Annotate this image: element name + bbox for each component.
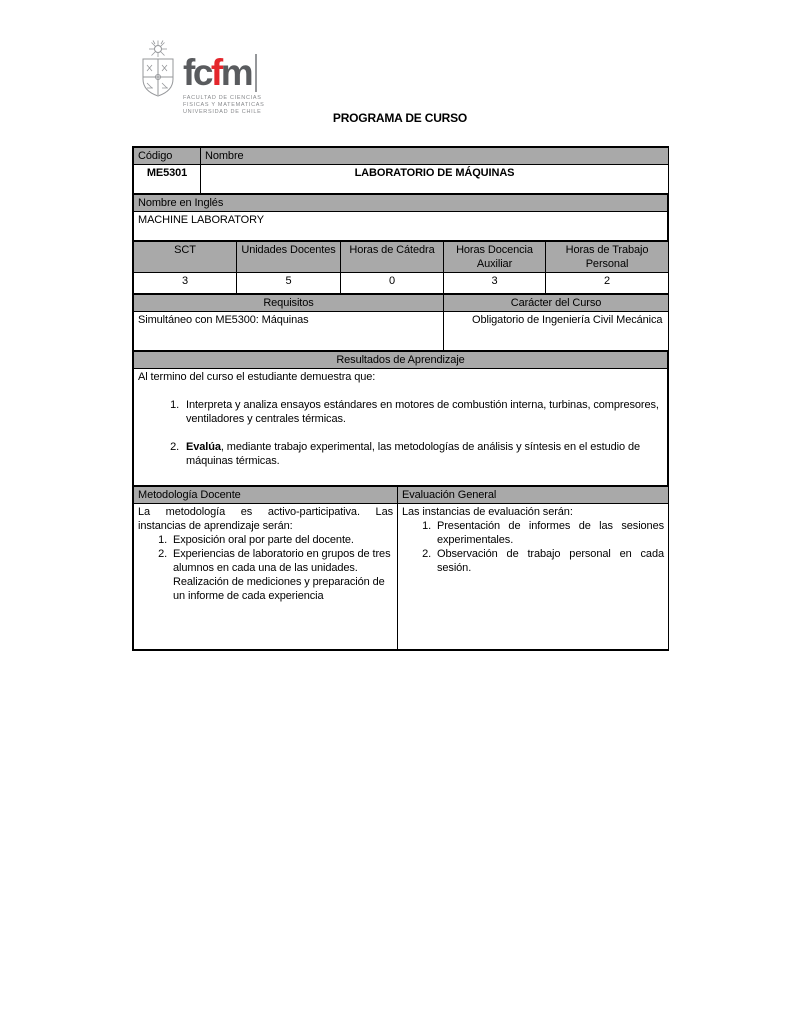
- horas-catedra-value: 0: [341, 273, 444, 294]
- unidades-docentes-value: 5: [237, 273, 341, 294]
- metodologia-intro: La metodología es activo-participativa. Las instancias de aprendizaje serán:: [138, 506, 393, 532]
- metodologia-list: [138, 533, 393, 603]
- code-name-table: [133, 147, 669, 194]
- wordmark-letter-f1: f: [183, 52, 193, 93]
- evaluacion-item-2: 2. Observación de trabajo personal en cada sesión.: [434, 547, 664, 575]
- methodology-evaluation-table: [133, 486, 669, 650]
- metodologia-item-2: 2. Experiencias de laboratorio en grupos de tres alumnos en cada una de las unidades. Realización de mediciones y preparación de un informe de cada experiencia: [170, 547, 393, 603]
- wordmark-letter-m: m: [220, 52, 252, 93]
- university-crest-icon: [138, 40, 178, 98]
- course-program-table: [132, 146, 669, 651]
- resultados-item-2-rest: , mediante trabajo experimental, las metodologías de análisis y síntesis en el estudio de máquinas térmicas.: [186, 441, 640, 467]
- resultados-intro: Al termino del curso el estudiante demuestra que:: [138, 371, 376, 383]
- evaluacion-header: Evaluación General: [398, 487, 669, 504]
- codigo-value: ME5301: [134, 165, 201, 194]
- requisites-table: [133, 294, 669, 351]
- hours-table: [133, 241, 669, 294]
- nombre-value: LABORATORIO DE MÁQUINAS: [201, 165, 669, 194]
- sct-value: 3: [134, 273, 237, 294]
- metodologia-header: Metodología Docente: [134, 487, 398, 504]
- metodologia-content: [134, 504, 398, 650]
- resultados-content: [134, 369, 668, 486]
- caracter-header: Carácter del Curso: [444, 295, 669, 312]
- horas-trabajo-header: Horas de Trabajo Personal: [546, 242, 669, 273]
- metodologia-item-1: 1. Exposición oral por parte del docente.: [170, 533, 393, 547]
- codigo-header: Código: [134, 148, 201, 165]
- evaluacion-intro: Las instancias de evaluación serán:: [402, 506, 573, 518]
- resultados-list: [138, 398, 663, 468]
- logo-subtitle-line2: FISICAS Y MATEMATICAS: [183, 102, 265, 109]
- horas-docencia-header: Horas Docencia Auxiliar: [444, 242, 546, 273]
- requisitos-value: Simultáneo con ME5300: Máquinas: [134, 312, 444, 351]
- resultados-item-2-lead: Evalúa: [186, 441, 221, 453]
- evaluacion-content: [398, 504, 669, 650]
- nombre-ingles-header: Nombre en Inglés: [134, 195, 668, 212]
- unidades-docentes-header: Unidades Docentes: [237, 242, 341, 273]
- nombre-header: Nombre: [201, 148, 669, 165]
- caracter-value: Obligatorio de Ingeniería Civil Mecánica: [444, 312, 669, 351]
- sct-header: SCT: [134, 242, 237, 273]
- page-title: PROGRAMA DE CURSO: [332, 111, 468, 125]
- english-name-table: [133, 194, 668, 241]
- resultados-header: Resultados de Aprendizaje: [134, 352, 668, 369]
- horas-trabajo-value: 2: [546, 273, 669, 294]
- wordmark-letter-f2: f: [210, 52, 221, 93]
- nombre-ingles-value: MACHINE LABORATORY: [134, 212, 668, 241]
- wordmark-letter-c: c: [192, 52, 211, 93]
- resultados-item-1: 1. Interpreta y analiza ensayos estándares en motores de combustión interna, turbinas, compresores, ventiladores y centrales térmicas.: [182, 398, 663, 426]
- logo-subtitle-line3: UNIVERSIDAD DE CHILE: [183, 109, 262, 116]
- resultados-item-2: [182, 440, 663, 468]
- fcfm-logo: [138, 40, 265, 116]
- horas-docencia-value: 3: [444, 273, 546, 294]
- logo-subtitle-line1: FACULTAD DE CIENCIAS: [183, 95, 262, 101]
- wordmark-divider: [255, 54, 257, 92]
- evaluacion-item-1: 1. Presentación de informes de las sesiones experimentales.: [434, 519, 664, 547]
- fcfm-wordmark: [183, 54, 265, 116]
- horas-catedra-header: Horas de Cátedra: [341, 242, 444, 273]
- learning-outcomes-table: [133, 351, 668, 486]
- evaluacion-list: [402, 519, 664, 575]
- requisitos-header: Requisitos: [134, 295, 444, 312]
